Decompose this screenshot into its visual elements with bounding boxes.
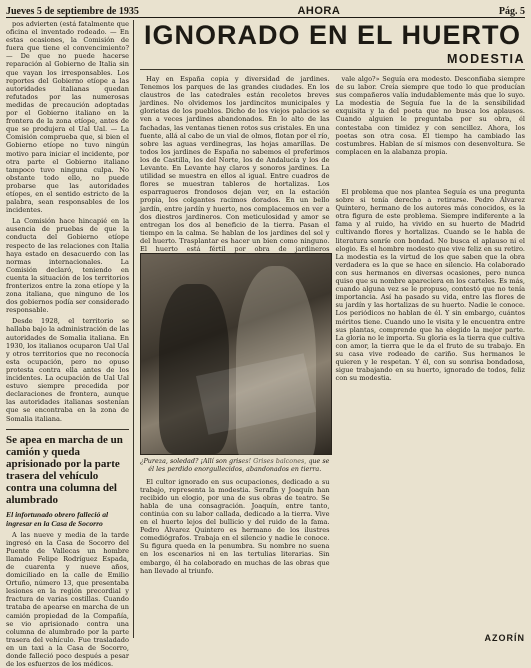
left-paragraph-2: La Comisión hace hincapié en la ausencia de pruebas de que la conducta del Gobierno etíope respecto de las relaciones con Italia haya estado en desacuerdo con las normas internacionales. La Comisión declaró, teniendo en cuenta la situación de los territorios fronterizos entre la zona etíope y la zona italiana, que ninguno de los dos gobiernos podía ser considerado responsable. (6, 217, 129, 315)
left-paragraph-3: Desde 1928, el territorio se hallaba bajo la administración de las autoridades de Somalia italiana. En 1930, los italianos ocuparon Ual Ual y otros territorios que no reconocía esta ocupación, pero no opuso protesta contra ella antes de los incidentes. La ocupación de Ual Ual estuvo siempre precedida por declaraciones de frontera, aunque las autoridades italianas sostenían que se encontraba en la zona de Somalia italiana. (6, 317, 129, 423)
article-column-2 (336, 75, 526, 643)
article-column-1 (140, 75, 330, 643)
article-columns (140, 75, 525, 643)
issue-date: Jueves 5 de septiembre de 1935 (6, 6, 139, 17)
photo-caption: ¿Pureza, soledad? ¡Allí son grises! Grises balcones, que se él les perdido enorgullecidos, abandonados en tierra. (140, 457, 330, 473)
article-col1-paragraph-2: El cultor ignorado en sus ocupaciones, dedicado a su trabajo, representa la modestia. Serafín y Joaquín han recibido un elogio, por una de sus obras de teatro. Se habla de una consagración. Joaquín, entre tanto, continúa con su labor callada, dedicado a la tierra. Vive en el huerto lejos del bullicio y del ruido de la fama. Pedro Álvarez Quintero es hermano de los ilustres comediógrafos. Trabaja en el silencio y nadie le conoce. Su figura queda en la penumbra. Su nombre no suena en los escenarios ni en las tertulias literarias. Sin embargo, él ha colaborado en muchas de las obras que han llevado al triunfo. (140, 477, 330, 575)
left-paragraph-1: pos advierten (está fatalmente que oficina el inventado rodeado. — En estas ocasiones, la Comisión de fuera que tiene el convencimiento? — De que no puede hacerse reparación al Gobierno de Italia sin que vayan los irresponsables. Los reportes del Gobierno etíope a las autoridades italianas quedan refutados por las numerosas medidas de precaución adoptadas por el Gobierno italiano en la frontera de la zona etíope, antes de que se produjera el Ual Ual. — La Comisión comprueba que, si bien el Gobierno etíope no tuvo ningún motivo para iniciar el incidente, por otra parte el Gobierno italiano tampoco tuvo ninguna culpa. No obstante todo ello, no puede probarse que las autoridades etíopes, en el sentido estricto de la palabra, sean responsables de los incidentes. (6, 20, 129, 215)
accident-headline: Se apea en marcha de un camión y queda aprisionado por la parte trasera del vehículo contra una columna del alumbrado (6, 429, 129, 506)
accident-body: A las nueve y media de la tarde ingresó en la Casa de Socorro del Puente de Vallecas un hombre llamado Felipe Rodríguez Espada, de cuarenta y nueve años, domiciliado en la calle de Emilio Ortuño, número 13, que presentaba lesiones en la región precordial y fractura de varias costillas. Cuando trataba de apearse en marcha de un camión propiedad de la Compañía, se vio aprisionado contra una columna de alumbrado por la parte trasera del vehículo. Fue trasladado en un taxi a la Casa de Socorro, donde falleció poco después a pesar de los esfuerzos de los médicos. (6, 530, 129, 668)
article-kicker: MODESTIA (140, 52, 525, 70)
page-header (6, 3, 525, 18)
article-photo (140, 253, 332, 455)
main-article (140, 20, 525, 643)
article-col2-paragraph-1: vale algo?» Seguía era modesto. Desconfiaba siempre de su labor. Creía siempre que todo lo que producían sus compañeros valía indudablemente más que lo suyo. La modestia de Seguía fue la de la sensibilidad exquisita y la del poeta que no busca los aplausos. Cuando alguien le preguntaba por su obra, él contestaba con timidez y con sencillez. Ahora, los poetas son otra cosa. El tiempo ha cambiado las costumbres. Hablan de sí mismos con desenvoltura. Se complacen en la alabanza propia. (335, 75, 525, 156)
newspaper-name: AHORA (297, 5, 341, 17)
article-signature: AZORÍN (484, 633, 525, 643)
accident-subheadline: El infortunado obrero falleció al ingresar en la Casa de Socorro (6, 509, 109, 528)
article-col1-paragraph-1: Hay en España copia y diversidad de jardines. Tenemos los parques de las grandes ciudades. En los claustros de las catedrales están recoletos breves jardines. No olvidemos los jardincitos municipales y glorietas de los pueblos. Dicho de los viejos palacios se ven a veces jardines abandonados. En lo alto de las fachadas, las ventanas tienen rotos sus cristales. En una fuente, allá al cabo de un vial de olmos, flotan por el río, sobre las aguas verdinegras, las hojas amarillas. De todos los jardines de España no sabemos el preferimos los de Castilla, los del Norte, los de Andalucía y los de Levante. En Levante hay claros y sonoros jardines. La utilidad se muestra en ellos al igual. Entre cuadros de flores se muestran tableros de hortalizas. Los esparragueros frondosos dejan ver, en la estación propia, los colgantes racimos dorados. En un bello jardín, entre jardín y huerto, nos complacemos en ver a dos diestros jardineros. Con meticulosidad y amor se entregan los dos al beneficio de la tierra. Pasan el tiempo en la calma. Se hablan de los jardines del sol y del huerto. Trasplantar es hacer un bien como ninguno. El huerto está fértil por obra de jardineros (140, 75, 330, 253)
left-column (6, 20, 134, 668)
page-number: Pág. 5 (498, 6, 525, 17)
article-col2-paragraph-2: El problema que nos plantea Seguía es una pregunta sobre si tenía derecho a retirarse. Pedro Álvarez Quintero, hermano de los autores más conocidos, es la otra figura de este problema. Siempre indiferente a la fama y al ruido, ha vivido en su huerto de Madrid cultivando flores y hortalizas. Cuando se le habla de literatura sonríe con bondad. No busca el aplauso ni el elogio. Es el hombre modesto que vive feliz en su retiro. La modestia es la virtud de los que saben que la obra verdadera es la que se hace en silencio. Ha colaborado con sus hermanos en diversas ocasiones, pero nunca quiso que su nombre apareciera en los carteles. Es más, cuando alguna vez se le propuso, contestó que no tenía importancia. Así ha pasado su vida, entre las flores de su jardín y las hortalizas de su huerto. Nadie le conoce. Los periódicos no hablan de él. Y sin embargo, cuántos méritos tiene. Cuando uno le visita y le encuentra entre sus plantas, comprende que ha elegido la mejor parte. La gloria no le importa. Su gloria es la tierra que cultiva con amor, la tierra que le da el fruto de su trabajo. En su casa vive rodeado de cariño. Sus hermanos le quieren y le respetan. Y él, con su sonrisa bondadosa, sigue trabajando en su huerto, ignorado de todos, feliz con su modestia. (335, 188, 525, 383)
article-title: IGNORADO EN EL HUERTO (143, 20, 522, 50)
